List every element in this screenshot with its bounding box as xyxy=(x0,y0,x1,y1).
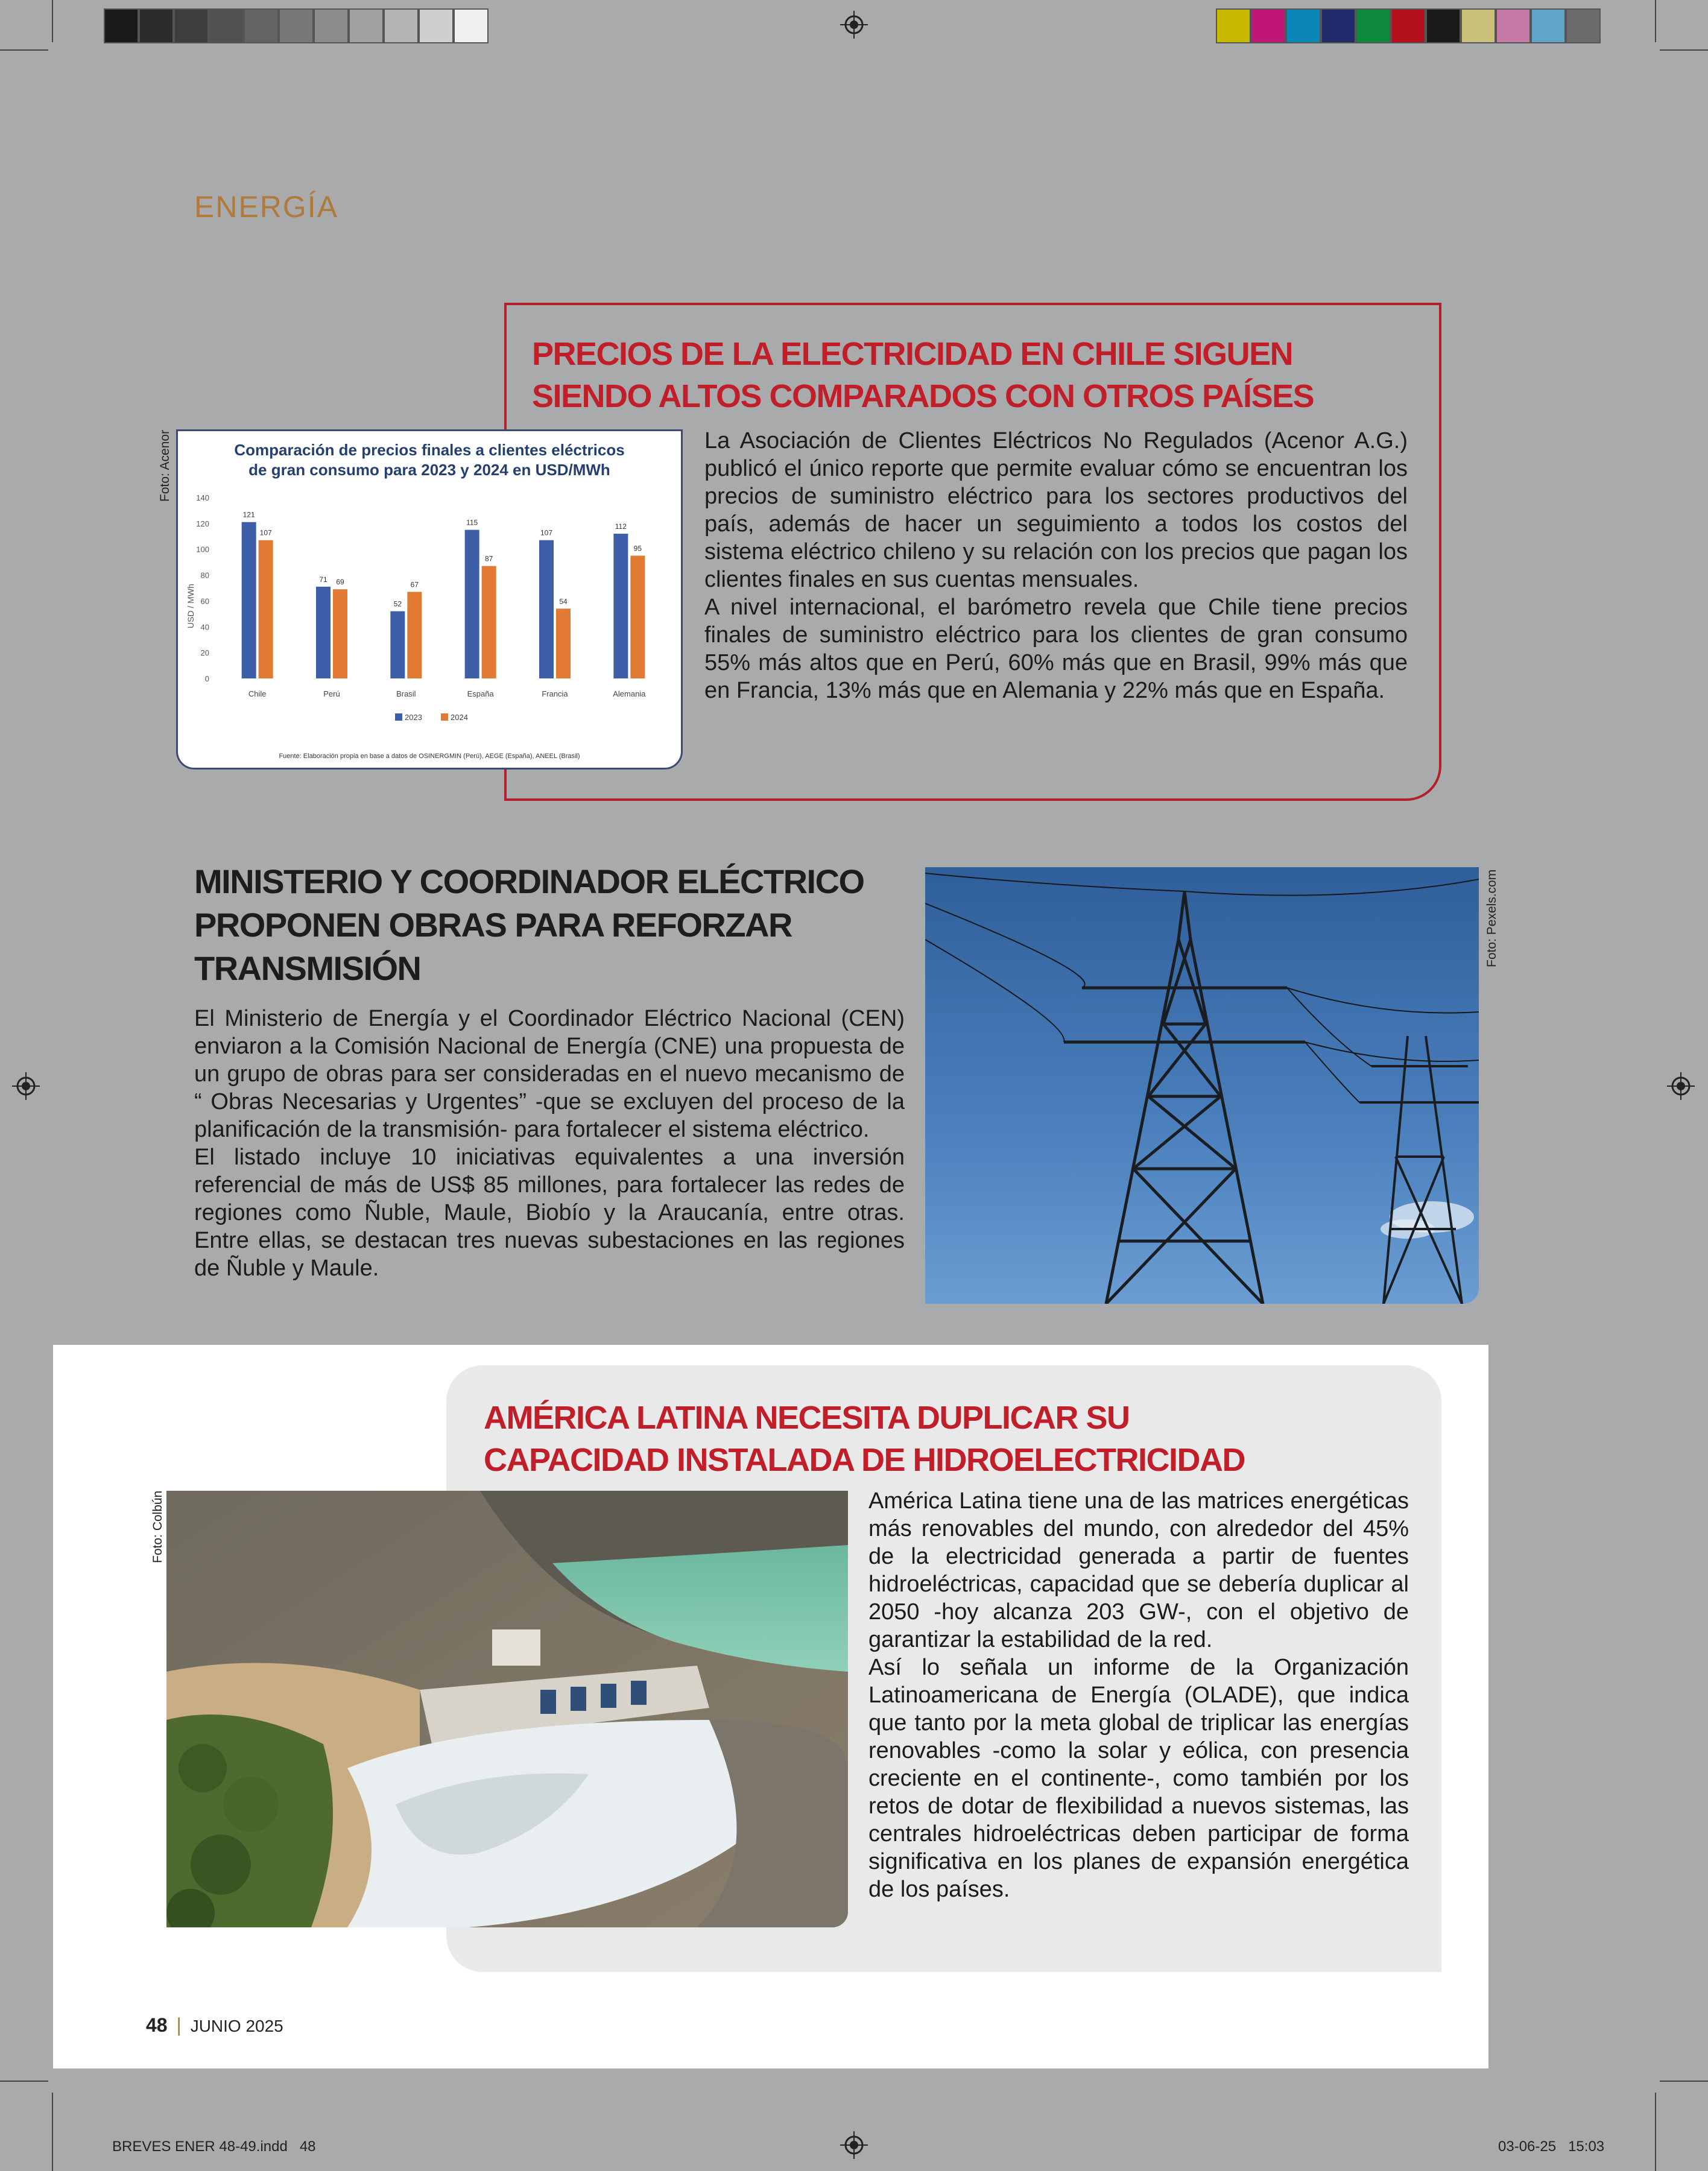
color-swatch xyxy=(1286,8,1321,43)
issue-date: JUNIO 2025 xyxy=(190,2017,283,2035)
article3-paragraph: América Latina tiene una de las matrices energéticas más renovables del mundo, con alrededor del 45% de la electricidad generada a partir de fuentes hidroeléctricas, capacidad que se debería duplicar al 2050 -hoy alcanza 203 GW-, con el objetivo de garantizar la estabilidad de la red. xyxy=(868,1488,1409,1652)
grey-swatch xyxy=(454,8,489,43)
bar-2024 xyxy=(556,608,571,678)
bar-chart xyxy=(178,431,681,768)
category-label: Alemania xyxy=(613,689,646,698)
registration-mark-icon xyxy=(840,11,868,39)
crop-mark xyxy=(1660,2081,1708,2082)
y-tick-label: 140 xyxy=(196,493,209,502)
grey-swatch xyxy=(244,8,279,43)
data-label: 52 xyxy=(393,599,402,608)
category-label: España xyxy=(467,689,494,698)
grey-swatch xyxy=(314,8,349,43)
color-swatch xyxy=(1566,8,1601,43)
grey-swatch xyxy=(139,8,174,43)
article2-paragraph: El listado incluye 10 iniciativas equivalentes a una inversión referencial de más de US$ 85 millones, para fortalecer las redes de regiones como Ñuble, Maule, Biobío y la Araucanía, entre otras. Entre ellas, se destacan tres nuevas subestaciones en las regiones de Ñuble y Maule. xyxy=(194,1145,905,1281)
color-swatch xyxy=(1321,8,1356,43)
bar-2023 xyxy=(465,530,479,678)
article1-paragraph: La Asociación de Clientes Eléctricos No Regulados (Acenor A.G.) publicó el único reporte que permite evaluar cómo se encuentran los precios de suministro eléctrico para los sectores productivos del país, además de hacer un seguimiento a todos los costos del sistema eléctrico chileno y su relación con los precios que pagan los clientes finales en sus cuentas mensuales. xyxy=(704,428,1408,592)
article2-paragraph: El Ministerio de Energía y el Coordinador Eléctrico Nacional (CEN) enviaron a la Comisión Nacional de Energía (CNE) una propuesta de un grupo de obras para ser consideradas en el nuevo mecanismo de “ Obras Necesarias y Urgentes” -que se excluyen del proceso de la planificación de la transmisión- para fortalecer el sistema eléctrico. xyxy=(194,1006,905,1142)
color-swatch xyxy=(1251,8,1286,43)
category-label: Chile xyxy=(248,689,267,698)
crop-mark xyxy=(52,2093,53,2171)
grey-swatch xyxy=(349,8,384,43)
photo-credit: Foto: Pexels.com xyxy=(1485,869,1499,967)
grey-swatch xyxy=(419,8,454,43)
data-label: 87 xyxy=(484,554,493,563)
hydroelectric-dam-photo xyxy=(166,1491,848,1927)
bar-2024 xyxy=(407,592,422,678)
section-label: ENERGÍA xyxy=(194,190,339,224)
y-tick-label: 60 xyxy=(200,596,209,606)
category-label: Francia xyxy=(542,689,568,698)
bar-2024 xyxy=(333,589,347,678)
bar-2024 xyxy=(482,566,496,678)
price-comparison-chart xyxy=(176,429,683,769)
chart-title: Comparación de precios finales a clientes eléctricos xyxy=(234,441,625,459)
bar-2024 xyxy=(259,540,273,678)
grey-swatch xyxy=(279,8,314,43)
y-tick-label: 80 xyxy=(200,570,209,580)
crop-mark xyxy=(52,0,53,42)
data-label: 115 xyxy=(466,518,478,527)
bar-2023 xyxy=(242,522,256,678)
y-tick-label: 120 xyxy=(196,519,209,528)
crop-mark xyxy=(0,2081,48,2082)
data-label: 71 xyxy=(319,575,327,584)
grey-swatch xyxy=(104,8,139,43)
y-tick-label: 100 xyxy=(196,545,209,554)
grey-swatch xyxy=(174,8,209,43)
legend-label: 2023 xyxy=(405,713,422,722)
data-label: 95 xyxy=(633,544,642,553)
data-label: 112 xyxy=(615,522,627,531)
chart-ylabel: USD / MWh xyxy=(186,584,195,628)
article1-paragraph: A nivel internacional, el barómetro revela que Chile tiene precios finales de suministro eléctrico para los clientes de gran consumo 55% más altos que en Perú, 60% más que en Brasil, 99% más que en Francia, 13% más que en Alemania y 22% más que en España. xyxy=(704,595,1408,703)
legend-swatch xyxy=(395,713,402,721)
article3-body xyxy=(868,1487,1409,1903)
crop-mark xyxy=(1655,0,1656,42)
page-number: 48 xyxy=(146,2014,168,2036)
data-label: 121 xyxy=(242,510,255,519)
y-tick-label: 0 xyxy=(204,674,209,683)
data-label: 54 xyxy=(559,597,568,606)
photo-credit: Foto: Acenor xyxy=(158,429,172,502)
registration-mark-icon xyxy=(12,1072,40,1100)
print-slug-file: BREVES ENER 48-49.indd 48 xyxy=(112,2138,316,2155)
page-footer xyxy=(146,2014,283,2037)
grey-swatch xyxy=(209,8,244,43)
footer-separator: | xyxy=(176,2014,182,2036)
article1-title: PRECIOS DE LA ELECTRICIDAD EN CHILE SIGUEN SIENDO ALTOS COMPARADOS CON OTROS PAÍSES xyxy=(532,336,1314,414)
bar-2023 xyxy=(539,540,554,678)
article3-title: AMÉRICA LATINA NECESITA DUPLICAR SU CAPACIDAD INSTALADA DE HIDROELECTRICIDAD xyxy=(484,1400,1245,1478)
article2-title: MINISTERIO Y COORDINADOR ELÉCTRICO PROPONEN OBRAS PARA REFORZAR TRANSMISIÓN xyxy=(194,862,864,987)
photo-credit: Foto: Colbún xyxy=(151,1490,165,1563)
color-swatch xyxy=(1216,8,1251,43)
color-swatch xyxy=(1496,8,1531,43)
chart-source: Fuente: Elaboración propia en base a datos de OSINERGMIN (Perú), AEGE (España), ANEEL (Brasil) xyxy=(279,753,580,760)
legend-swatch xyxy=(441,713,448,721)
chart-title: de gran consumo para 2023 y 2024 en USD/MWh xyxy=(248,461,610,479)
data-label: 69 xyxy=(336,578,344,587)
article2-body xyxy=(194,1005,905,1282)
y-tick-label: 40 xyxy=(200,622,209,632)
crop-mark xyxy=(0,49,48,51)
article3-paragraph: Así lo señala un informe de la Organización Latinoamericana de Energía (OLADE), que indica que tanto por la meta global de triplicar las energías renovables -como la solar y eólica, con presencia creciente en el continente-, como también por los retos de dotar de flexibilidad a nuevos sistemas, las centrales hidroeléctricas deben participar de forma significativa en los planes de expansión energética de los países. xyxy=(868,1655,1409,1902)
registration-mark-icon xyxy=(1667,1072,1695,1100)
bar-2023 xyxy=(390,611,405,678)
crop-mark xyxy=(1660,49,1708,51)
category-label: Perú xyxy=(323,689,340,698)
crop-mark xyxy=(1655,2093,1656,2171)
print-slug-date: 03-06-25 15:03 xyxy=(1498,2138,1605,2155)
registration-mark-icon xyxy=(840,2131,868,2159)
data-label: 67 xyxy=(410,580,419,589)
transmission-tower-photo xyxy=(925,867,1479,1304)
color-swatch xyxy=(1531,8,1566,43)
article1-body xyxy=(704,427,1408,704)
data-label: 107 xyxy=(259,528,272,537)
color-swatch xyxy=(1391,8,1426,43)
category-label: Brasil xyxy=(396,689,416,698)
bar-2023 xyxy=(613,534,628,678)
y-tick-label: 20 xyxy=(200,648,209,658)
bar-2023 xyxy=(316,587,331,678)
legend-label: 2024 xyxy=(451,713,468,722)
color-swatch xyxy=(1426,8,1461,43)
grey-swatch xyxy=(384,8,419,43)
data-label: 107 xyxy=(540,528,553,537)
bar-2024 xyxy=(630,555,645,678)
color-swatch xyxy=(1356,8,1391,43)
color-swatch xyxy=(1461,8,1496,43)
